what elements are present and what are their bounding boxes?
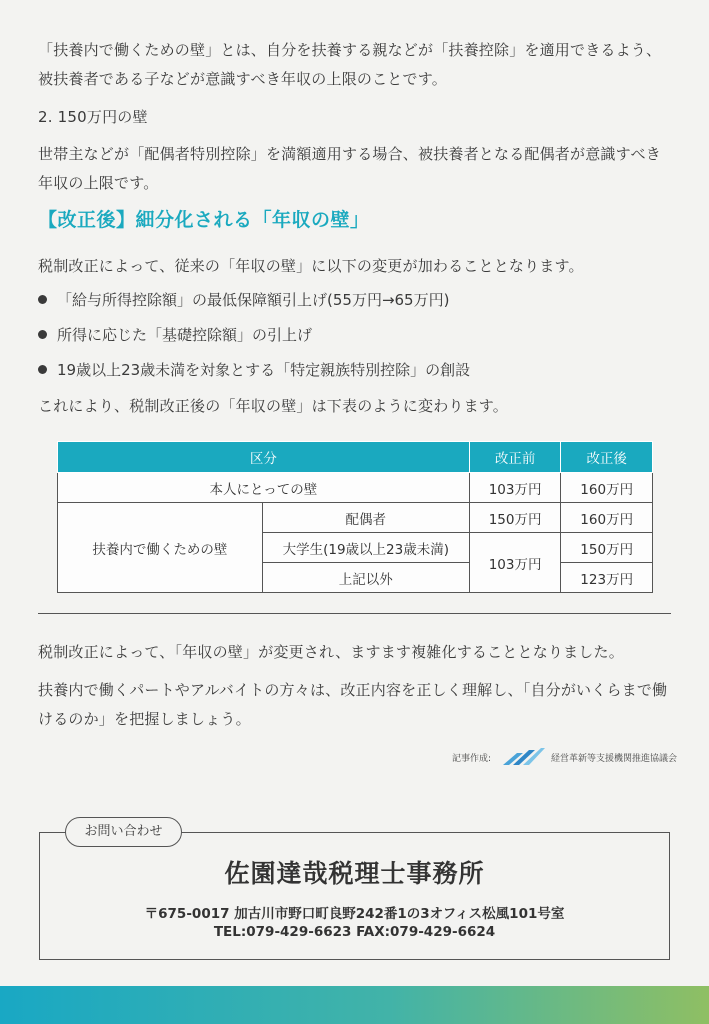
closing-paragraph-1: 税制改正によって、「年収の壁」が変更され、ますます複雑化することとなりました。 [38,643,624,661]
divider [38,613,671,614]
table-header-row [58,442,653,473]
table-row [58,503,653,533]
intro-paragraph-2: 世帯主などが「配偶者特別控除」を満額適用する場合、被扶養者となる配偶者が意識すべき年収の上限です。 [38,145,661,192]
sub-label: 配偶者 [262,503,469,533]
credit-label: 記事作成: [452,753,492,764]
sub-label: 大学生(19歳以上23歳未満) [262,533,469,563]
row-self-label: 本人にとっての壁 [58,473,470,503]
item-2-title: 2. 150万円の壁 [38,108,148,126]
comparison-table [57,441,653,593]
sub-after: 150万円 [561,533,653,563]
sub-label: 上記以外 [262,563,469,593]
group-label: 扶養内で働くための壁 [58,503,263,593]
section-heading: 【改正後】細分化される「年収の壁」 [38,209,370,231]
bullet-text: 「給与所得控除額」の最低保障額引上げ(55万円→65万円) [57,291,450,309]
bullet-dot-icon [38,330,47,339]
office-address: 〒675-0017 加古川市野口町良野242番1の3オフィス松風101号室 [144,906,565,922]
bullet-text: 19歳以上23歳未満を対象とする「特定親族特別控除」の創設 [57,361,471,379]
sub-before: 150万円 [469,503,561,533]
office-phone: TEL:079-429-6623 FAX:079-429-6624 [213,924,496,940]
office-name: 佐園達哉税理士事務所 [224,859,485,888]
header-after: 改正後 [561,442,653,473]
section-after: これにより、税制改正後の「年収の壁」は下表のように変わります。 [38,397,509,415]
credit [452,747,677,767]
bullet-item [38,359,470,381]
council-logo-icon [501,747,545,767]
contact-tab: お問い合わせ [65,817,182,847]
footer-gradient-bar [0,986,709,1024]
bullet-item [38,324,312,346]
credit-org: 経営革新等支援機関推進協議会 [551,753,678,764]
intro-paragraph-1: 「扶養内で働くための壁」とは、自分を扶養する親などが「扶養控除」を適用できるよう、被扶養者である子などが意識すべき年収の上限のことです。 [38,41,662,88]
sub-after: 123万円 [561,563,653,593]
sub-after: 160万円 [561,503,653,533]
contact-box [39,832,670,960]
section-lead: 税制改正によって、従来の「年収の壁」に以下の変更が加わることとなります。 [38,257,584,275]
header-category: 区分 [58,442,470,473]
row-self-after: 160万円 [561,473,653,503]
bullet-dot-icon [38,295,47,304]
bullet-item [38,289,449,311]
row-self-before: 103万円 [469,473,561,503]
shared-before: 103万円 [469,533,561,593]
header-before: 改正前 [469,442,561,473]
closing-paragraph-2: 扶養内で働くパートやアルバイトの方々は、改正内容を正しく理解し、「自分がいくらまで働けるのか」を把握しましょう。 [38,681,668,728]
bullet-text: 所得に応じた「基礎控除額」の引上げ [57,326,313,344]
table-row [58,473,653,503]
bullet-dot-icon [38,365,47,374]
